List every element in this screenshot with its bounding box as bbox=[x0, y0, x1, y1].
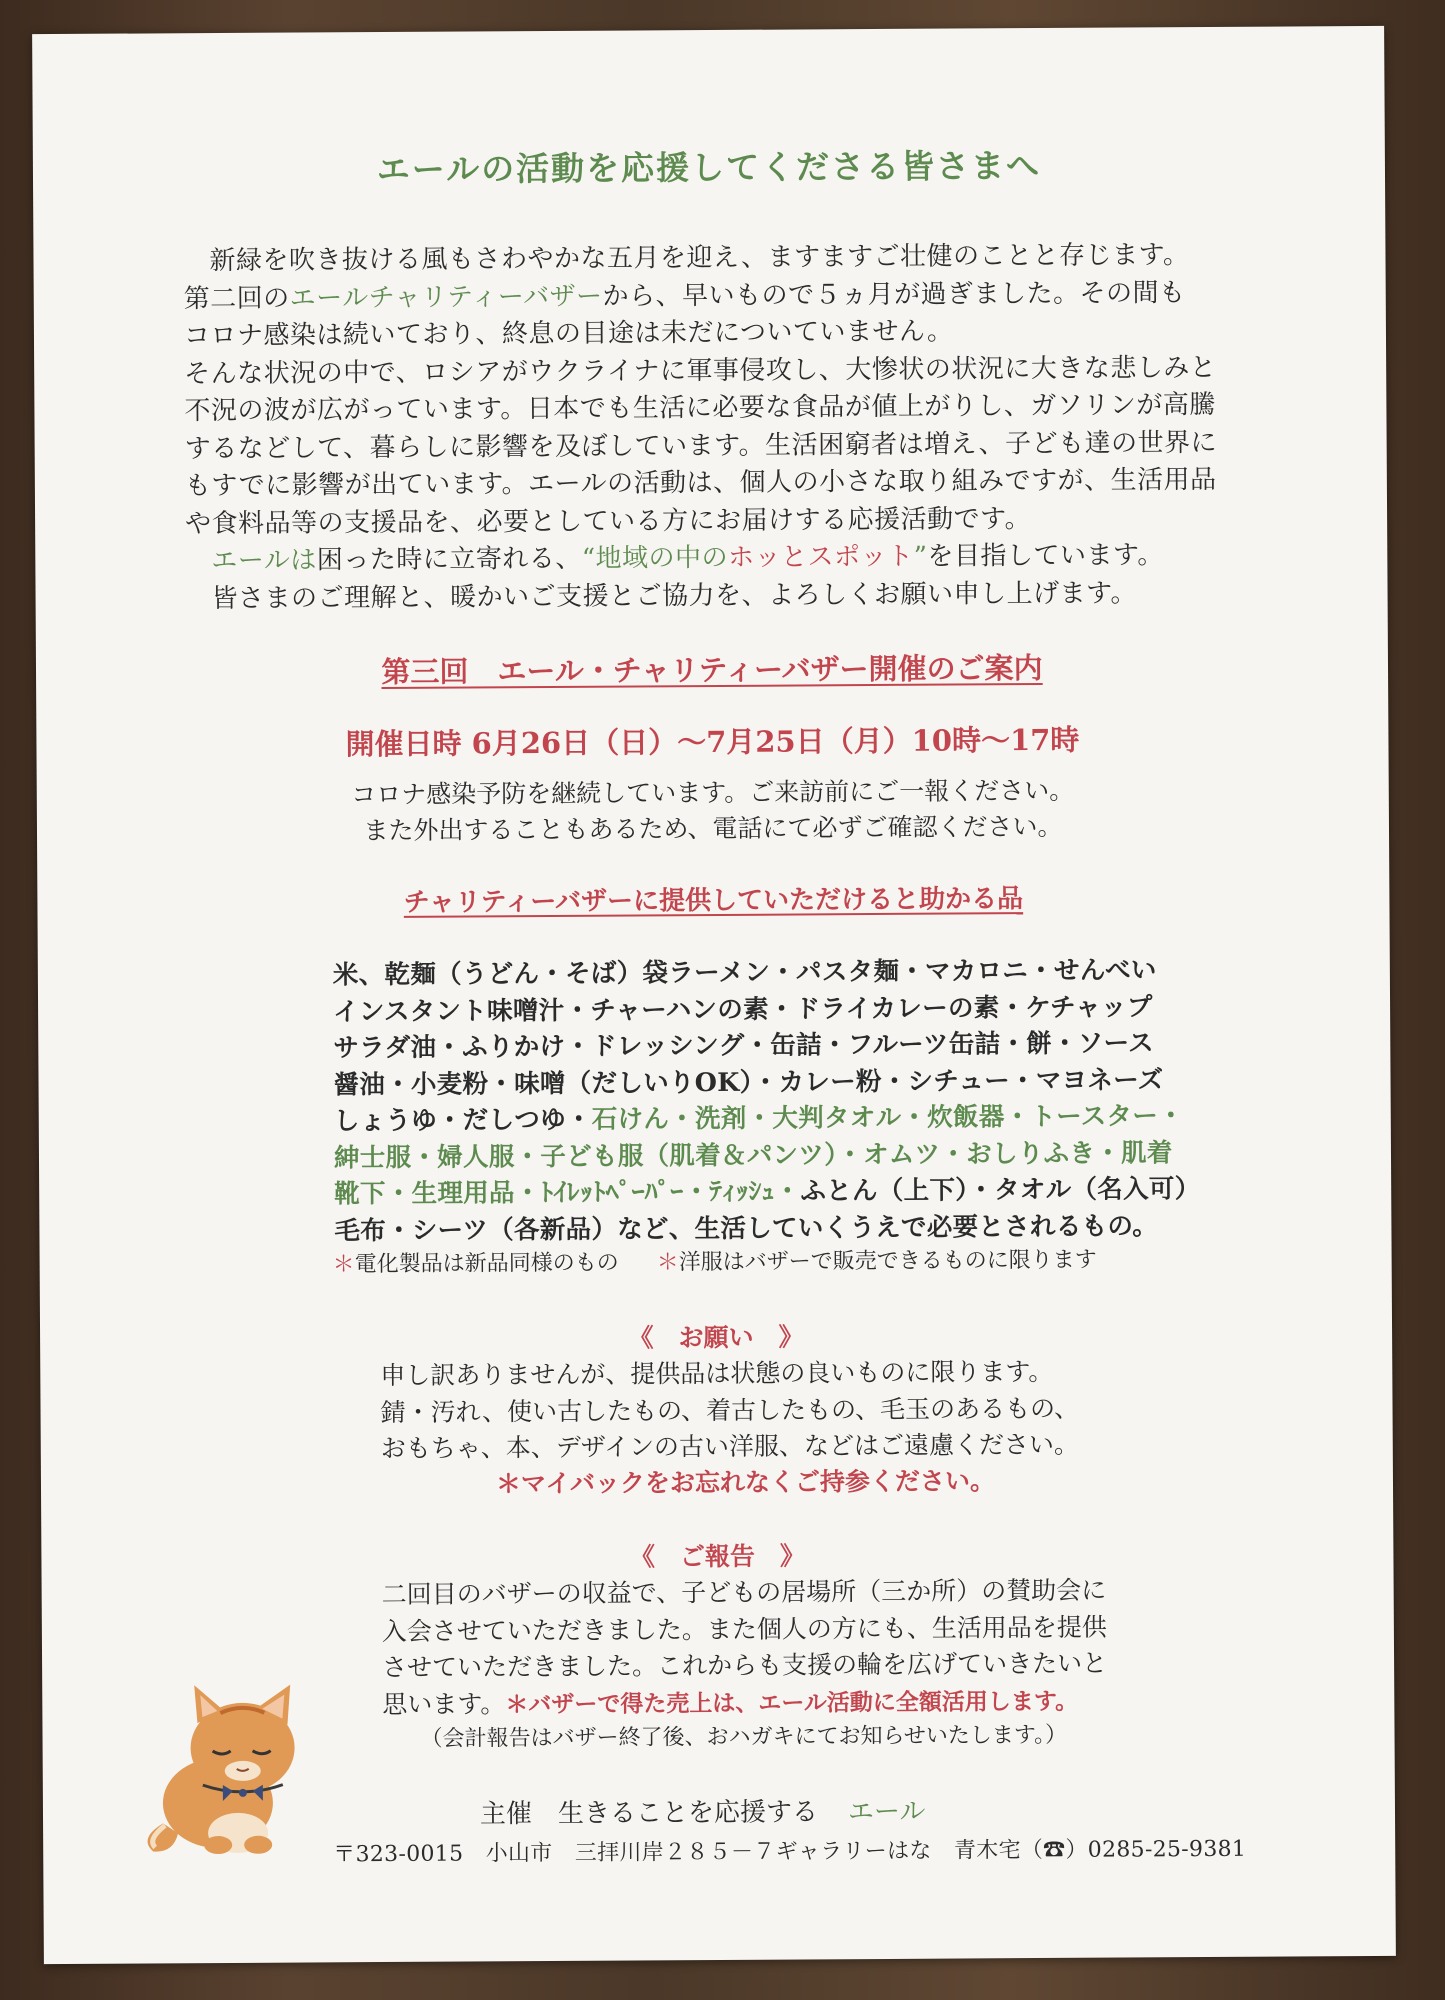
slogan-highlight: “地域の中の bbox=[581, 542, 729, 574]
report-line: 入会させていただきました。また個人の方にも、生活用品を提供 bbox=[381, 1612, 1107, 1646]
items-caution bbox=[333, 1243, 1097, 1279]
request-line: 申し訳ありませんが、提供品は状態の良いものに限ります。 bbox=[380, 1356, 1054, 1391]
donation-items-list bbox=[333, 952, 1285, 1250]
items-text-green: 靴下・生理用品・ﾄｲﾚｯﾄﾍﾟｰﾊﾟｰ・ﾃｨｯｼｭ・ bbox=[334, 1176, 801, 1210]
items-line: インスタント味噌汁・チャーハンの素・ドライカレーの素・ケチャップ bbox=[333, 991, 1153, 1027]
accounting-note: （会計報告はバザー終了後、おハガキにてお知らせいたします。） bbox=[420, 1722, 1068, 1752]
org-name-highlight: エールは bbox=[211, 545, 317, 577]
cat-illustration bbox=[132, 1672, 333, 1863]
event-date: 開催日時 6月26日（日）～7月25日（月）10時～17時 bbox=[345, 722, 1080, 762]
report-line: 二回目のバザーの収益で、子どもの居場所（三か所）の賛助会に bbox=[381, 1575, 1107, 1610]
intro-text: を目指しています。 bbox=[927, 540, 1164, 572]
organizer-name: エール bbox=[847, 1796, 926, 1828]
items-line bbox=[334, 1098, 1284, 1140]
items-text-green: 石けん・洗剤・大判タオル・炊飯器・トースター・ bbox=[591, 1101, 1184, 1135]
notice-line: また外出することもあるため、電話にて必ずご確認ください。 bbox=[363, 811, 1063, 846]
intro-line: や食料品等の支援品を、必要としている方にお届けする応援活動です。 bbox=[185, 503, 1032, 539]
items-line: 醤油・小麦粉・味噌（だしいりOK）・カレー粉・シチュー・マヨネーズ bbox=[333, 1064, 1164, 1100]
intro-text: から、早いもので５ヵ月が過ぎました。その間も bbox=[602, 277, 1186, 312]
hotspot-highlight: ホッとスポット bbox=[728, 541, 914, 573]
items-line: 毛布・シーツ（各新品）など、生活していくうえで必要とされるもの。 bbox=[334, 1210, 1159, 1246]
intro-line bbox=[184, 274, 1294, 318]
report-line: させていただきました。これからも支援の輪を広げていきたいと bbox=[382, 1648, 1108, 1683]
caution-note: 洋服はバザーで販売できるものに限ります bbox=[678, 1247, 1097, 1276]
visit-notice bbox=[37, 771, 1389, 851]
intro-text: 第二回の bbox=[183, 283, 290, 314]
report-heading: 《 ご報告 》 bbox=[629, 1541, 806, 1572]
report-body bbox=[382, 1573, 1108, 1724]
organizer bbox=[480, 1791, 926, 1831]
intro-line: もすでに影響が出ています。エールの活動は、個人の小さな取り組みですが、生活用品 bbox=[184, 464, 1217, 502]
intro-text: 困った時に立寄れる、 bbox=[316, 543, 582, 576]
request-heading: 《 お願い 》 bbox=[628, 1322, 804, 1353]
intro-line: 皆さまのご理解と、暖かいご支援とご協力を、よろしくお願い申し上げます。 bbox=[211, 577, 1138, 614]
items-line bbox=[334, 1171, 1284, 1213]
intro-line: 新緑を吹き抜ける風もさわやかな五月を迎え、ますますご壮健のことと存じます。 bbox=[209, 240, 1190, 277]
items-line: 米、乾麺（うどん・そば）袋ラーメン・パスタ麺・マカロニ・せんべい bbox=[332, 955, 1157, 991]
items-heading: チャリティーバザーに提供していただけると助かる品 bbox=[403, 884, 1024, 918]
bag-reminder: ＊マイバックをお忘れなくご持参ください。 bbox=[495, 1466, 996, 1499]
request-body bbox=[380, 1354, 1079, 1468]
organizer-label: 主催 生きることを応援する bbox=[479, 1797, 819, 1830]
asterisk-mark: ＊ bbox=[332, 1252, 355, 1278]
intro-line bbox=[185, 536, 1295, 580]
intro-line: 不況の波が広がっています。日本でも生活に必要な食品が値上がりし、ガソリンが高騰 bbox=[184, 389, 1216, 427]
items-text: ふとん（上下）・タオル（名入可） bbox=[800, 1174, 1201, 1207]
report-text: 思います。 bbox=[382, 1688, 506, 1719]
request-line: おもちゃ、本、デザインの古い洋服、などはご遠慮ください。 bbox=[380, 1429, 1080, 1464]
intro-line: するなどして、暮らしに影響を及ぼしています。生活困窮者は増え、子ども達の世界に bbox=[184, 427, 1218, 464]
proceeds-note: ＊バザーで得た売上は、エール活動に全額活用します。 bbox=[505, 1687, 1079, 1718]
slogan-highlight: ” bbox=[913, 541, 928, 572]
intro-line: そんな状況の中で、ロシアがウクライナに軍事侵攻し、大惨状の状況に大きな悲しみと bbox=[184, 352, 1217, 389]
asterisk-mark: ＊ bbox=[656, 1250, 679, 1276]
items-line: サラダ油・ふりかけ・ドレッシング・缶詰・フルーツ缶詰・餅・ソース bbox=[333, 1028, 1155, 1064]
intro-message bbox=[183, 236, 1295, 618]
bazaar-name-highlight: エールチャリティーバザー bbox=[289, 281, 603, 314]
contact-address: 〒323‐0015 小山市 三拝川岸２８５－７ギャラリーはな 青木宅（☎）0285-25-9381 bbox=[333, 1836, 1247, 1868]
flyer-paper bbox=[32, 26, 1396, 1964]
intro-line: コロナ感染は続いており、終息の目途は未だについていません。 bbox=[183, 316, 954, 352]
event-heading: 第三回 エール・チャリティーバザー開催のご案内 bbox=[381, 650, 1043, 690]
notice-line: コロナ感染予防を継続しています。ご来訪前にご一報ください。 bbox=[351, 775, 1075, 810]
items-text: しょうゆ・だしつゆ・ bbox=[333, 1104, 592, 1137]
request-line: 錆・汚れ、使い古したもの、着古したもの、毛玉のあるもの、 bbox=[380, 1393, 1080, 1427]
caution-note: 電化製品は新品同様のもの bbox=[354, 1250, 619, 1278]
flyer-title: エールの活動を応援してくださる皆さまへ bbox=[376, 145, 1042, 190]
items-line: 紳士服・婦人服・子ども服（肌着＆パンツ）・オムツ・おしりふき・肌着 bbox=[333, 1137, 1173, 1173]
